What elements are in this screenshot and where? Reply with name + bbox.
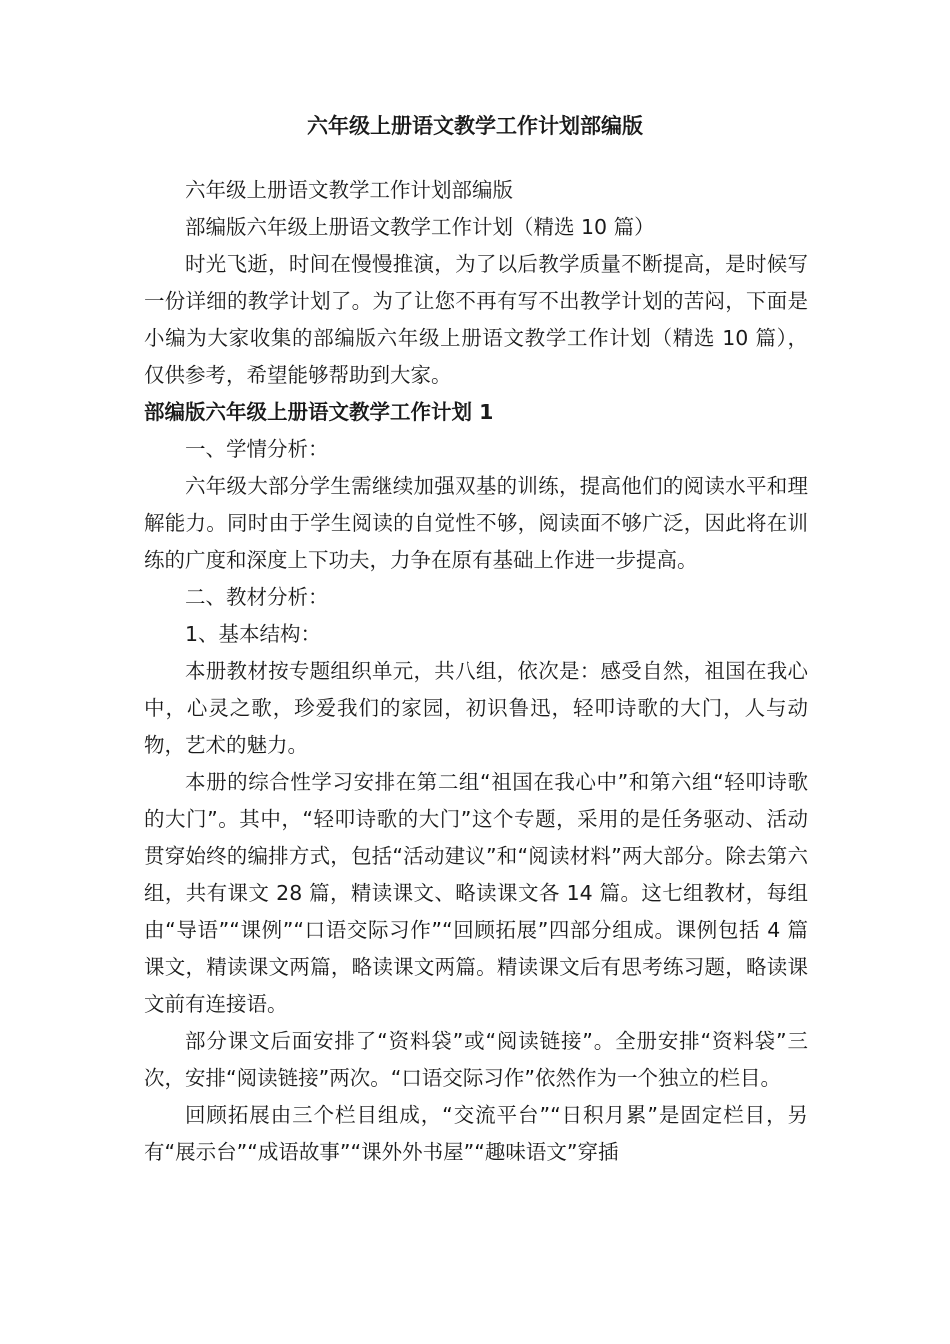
paragraph-subtitle: 六年级上册语文教学工作计划部编版 [185,178,513,202]
paragraph-learning-analysis: 六年级大部分学生需继续加强双基的训练，提高他们的阅读水平和理解能力。同时由于学生阅读的自觉性不够，阅读面不够广泛，因此将在训练的广度和深度上下功夫，力争在原有基础上作进一步提高。 [144,474,808,572]
paragraph-collection-title: 部编版六年级上册语文教学工作计划（精选 10 篇） [185,215,655,239]
section-heading: 部编版六年级上册语文教学工作计划 1 [144,400,494,424]
heading-textbook-analysis: 二、教材分析： [185,585,329,609]
paragraph-comprehensive-study: 本册的综合性学习安排在第二组“祖国在我心中”和第六组“轻叩诗歌的大门”。其中，“轻叩诗歌的大门”这个专题，采用的是任务驱动、活动贯穿始终的编排方式，包括“活动建议”和“阅读材料”两大部分。除去第六组，共有课文 28 篇，精读课文、略读课文各 14 篇。这七组教材，每组由“导语”“课例”“口语交际习作”“回顾拓展”四部分组成。课例包括 4 篇课文，精读课文两篇，略读课文两篇。精读课文后有思考练习题，略读课文前有连接语。 [144,770,808,1016]
paragraph-units: 本册教材按专题组织单元，共八组，依次是：感受自然，祖国在我心中，心灵之歌，珍爱我们的家园，初识鲁迅，轻叩诗歌的大门，人与动物，艺术的魅力。 [144,659,808,757]
paragraph-intro: 时光飞逝，时间在慢慢推演，为了以后教学质量不断提高，是时候写一份详细的教学计划了。为了让您不再有写不出教学计划的苦闷，下面是小编为大家收集的部编版六年级上册语文教学工作计划（精选 10 篇），仅供参考，希望能够帮助到大家。 [144,252,808,387]
document-body [144,172,808,1171]
heading-learning-analysis: 一、学情分析： [185,437,329,461]
document-title: 六年级上册语文教学工作计划部编版 [307,114,643,138]
heading-basic-structure: 1、基本结构： [185,622,322,646]
paragraph-resource-bag: 部分课文后面安排了“资料袋”或“阅读链接”。全册安排“资料袋”三次，安排“阅读链接”两次。“口语交际习作”依然作为一个独立的栏目。 [144,1029,808,1090]
paragraph-review-extension: 回顾拓展由三个栏目组成，“交流平台”“日积月累”是固定栏目，另有“展示台”“成语故事”“课外外书屋”“趣味语文”穿插 [144,1103,808,1164]
